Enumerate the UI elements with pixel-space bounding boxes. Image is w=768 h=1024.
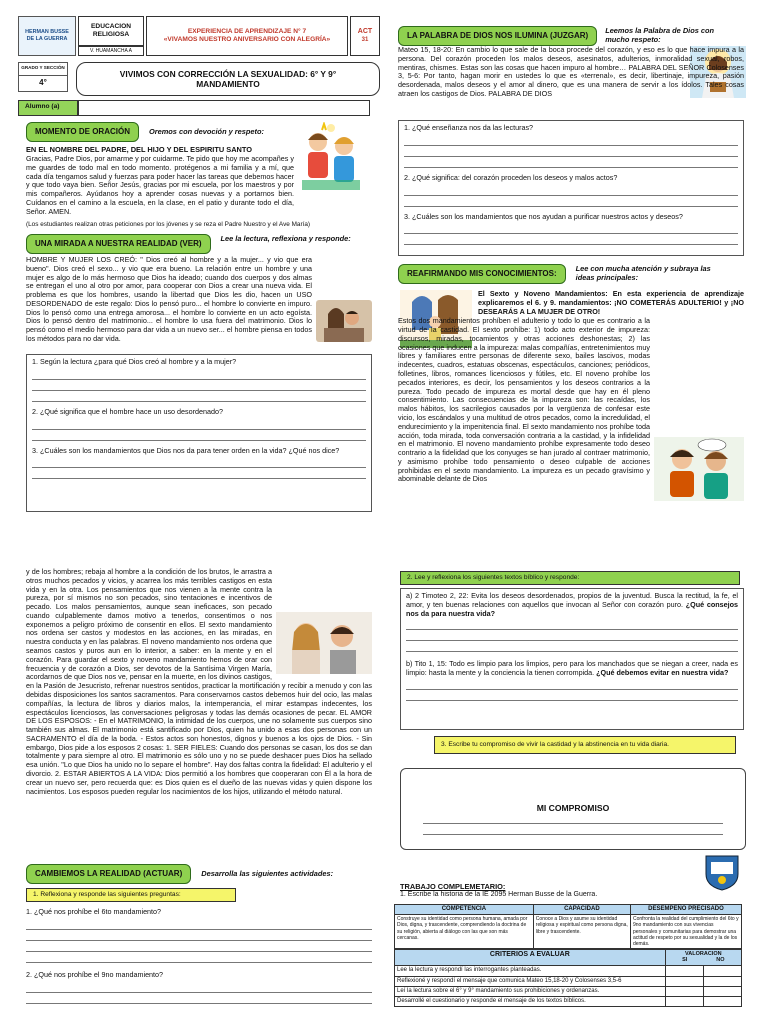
arguing-couple-image-icon xyxy=(276,612,372,674)
criteria-table xyxy=(394,949,742,1008)
area-label: EDUCACION RELIGIOSA xyxy=(91,22,131,38)
commitment-title: MI COMPROMISO xyxy=(536,803,610,813)
reality-text: HOMBRE Y MUJER LOS CREÓ: " Dios creó al hombre y a la mujer... y vio que era bueno". Dios creó el sexo... y vio que era bueno. La relación entre un hombre y una mujer es algo de lo más hermoso que Dios ha ideado; cuando dos cuerpos y dos almas se entregan el uno al otro por amor, para cooperar con Dios a crear una nueva vida. El problema es que los hombres, usando la libertad que Dios les dio, hacen un USO DESORDENADO de este regalo: Dios lo pensó puro... el hombre lo convierte en impuro. Dios lo pensó como una entrega amorosa... el hombre lo convierte en un acto egoísta. Dios lo pensó dentro del matrimonio... el hombre lo usa fuera del matrimonio. Dios lo pensó como el medio hermoso para dar vida a un nuevo ser... el hombre piensa en todos los métodos para no dar vida. xyxy=(26,255,312,344)
school-crest-icon xyxy=(702,852,742,892)
criteria-header: CRITERIOS A EVALUAR xyxy=(395,949,666,965)
student-row xyxy=(18,100,370,116)
reaffirm-heading: REAFIRMANDO MIS CONOCIMIENTOS: xyxy=(398,264,566,284)
activity-1-box xyxy=(26,888,236,902)
reality-heading: UNA MIRADA A NUESTRA REALIDAD (VER) xyxy=(26,234,211,254)
word-heading: LA PALABRA DE DIOS NOS ILUMINA (JUZGAR) xyxy=(398,26,597,46)
continued-text: y de los hombres; rebaja al hombre a la condición de los brutos, le arrastra a otros muchos pecados y vicios, y acarrea los más terribles castigos en esta vida y en la otra. Los pensamientos que nos vienen a la mente contra la pureza, por sí mismos no son pecados, sino tentaciones e incentivos de pecado. Los malos pensamientos, aunque sean ineficaces, son pecado cuando culpablemente damos motivo a tenerlos, consentimos o nos exponemos a peligro próximo de consentir en ellos. El sexto mandamiento nos ordena ser castos y modestos en las acciones, en las miradas, en nuestra conducta y en las palabras. El noveno mandamiento nos ordena que seamos castos y puros aun en lo interior, a saber: en la mente y en el corazón. Para guardar el sexto y noveno mandamiento hemos de orar con frecuencia y de corazón a Dios, ser devotos de la Santísima Virgen María, acordarnos de que Dios nos ve, pensar en la muerte, en los divinos castigos, en la Pasión de Jesucristo, refrenar nuestros sentidos, practicar la mortificación y recibir a menudo y con las debidas disposiciones los santos sacramentos. Para conservarnos castos debemos huir del ocio, las malas compañías, la lectura de libros y diarios malos, la intemperancia, el mirar estampas indecentes, los espectáculos licenciosos, las conversaciones peligrosas y todas las demás ocasiones de pecar. EL AMOR DE LOS ESPOSOS: - En el MATRIMONIO, la intimidad de los cuerpos, une no solamente sus cuerpos sino también sus almas. El matrimonio está santificado por Dios, quien ha unido a esas dos personas con un SACRAMENTO el día de la boda. - Estos actos son honestos, dignos y buenos a los ojos de Dios. - Sin embargo, Dios pide a los esposos 2 cosas: 1. SER FIELES: Cuando dos personas se casan, los dos se dan totalmente y para siempre al otro. El matrimonio es sólo uno y no se puede deshacer pues Dios ha sellado esa unión. "Lo que Dios ha unido no lo separe el hombre". Hay dos faltas contra la fidelidad: El adulterio y el divorcio. 2. ESTAR ABIERTOS A LA VIDA: Dios permitió a los hombres que cooperaran con Él a la hora de crear un nuevo ser, pero recuerda que: es Dios quien es el dueño de las nuevas vidas y quien dispone los nacimientos. Los esposos pueden regular los nacimientos de los hijos, utilizando el método natural. xyxy=(26,567,372,796)
text-a-body: a) 2 Timoteo 2, 22: Evita los deseos desordenados, propios de la juventud. Busca la rectitud, la fe, el amor, y ten buenas relaciones con aquellos que invocan al Señor con corazón puro. xyxy=(406,591,738,609)
answer-line[interactable] xyxy=(26,993,372,1004)
commitment-line[interactable] xyxy=(423,813,723,824)
teacher-cell xyxy=(78,46,144,56)
reality-question-1: 1. Según la lectura ¿para qué Dios creó al hombre y a la mujer? xyxy=(32,357,237,366)
student-label-text: Alumno (a) xyxy=(25,103,60,110)
answer-line[interactable] xyxy=(404,135,738,146)
answer-line[interactable] xyxy=(32,457,366,468)
text-a-question: ¿Qué consejos nos da para nuestra vida? xyxy=(406,599,739,618)
no-checkbox[interactable] xyxy=(703,997,741,1007)
change-questions xyxy=(26,908,372,1004)
answer-line[interactable] xyxy=(404,157,738,168)
reaffirm-title: El Sexto y Noveno Mandamientos: En esta experiencia de aprendizaje explicaremos el 6. y 9. mandamientos: ¡NO COMETERÁS ADULTERIO! y ¡NO DESEARÁS A LA MUJER DE OTRO! xyxy=(478,289,744,316)
student-name-field[interactable] xyxy=(78,100,370,116)
header-competency: COMPETENCIA xyxy=(395,905,534,915)
activity-3-text: 3. Escribe tu compromiso de vivir la castidad y la abstinencia en tu vida diaria. xyxy=(434,736,736,754)
teacher-name: V. HUAMANCHA A xyxy=(89,47,133,54)
capacity-cell: Conoce a Dios y asume su identidad religiosa y espiritual como persona digna, libre y trascendente. xyxy=(533,915,630,948)
reality-body xyxy=(26,256,372,345)
change-heading: CAMBIEMOS LA REALIDAD (ACTUAR) xyxy=(26,864,191,884)
commitment-line[interactable] xyxy=(423,824,723,835)
couple-photo xyxy=(316,300,372,342)
answer-line[interactable] xyxy=(32,468,366,479)
answer-line[interactable] xyxy=(406,641,738,652)
experience-cell xyxy=(146,16,348,56)
answer-line[interactable] xyxy=(26,919,372,930)
competency-cell: Construye su identidad como persona humana, amada por Dios, digna, y trascendente, comprendiendo la doctrina de su religión, abierta al diálogo con las que son más cercanas. xyxy=(395,915,534,948)
answer-line[interactable] xyxy=(404,234,738,245)
text-a xyxy=(406,592,738,618)
answer-line[interactable] xyxy=(406,619,738,630)
page-title xyxy=(76,62,380,96)
text-b-question: ¿Qué debemos evitar en nuestra vida? xyxy=(596,668,729,678)
activity-2-text: 2. Lee y reflexiona los siguientes textos bíblico y responde: xyxy=(400,571,740,585)
change-question-1: 1. ¿Qué nos prohíbe el 6to mandamiento? xyxy=(26,907,162,916)
criteria-row: Leí la lectura sobre el 6° y 9° mandamiento sus prohibiciones y ordenanzas. xyxy=(395,986,666,996)
prayer-heading: MOMENTO DE ORACIÓN xyxy=(26,122,139,142)
competency-table xyxy=(394,904,742,949)
activity-1-label: 1. Reflexiona y responde las siguientes preguntas: xyxy=(26,888,236,902)
reaffirm-photo xyxy=(654,437,744,501)
performance-cell: Confronta la realidad del cumplimiento del 6to y 9no mandamiento con sus vivencias personales y comunitarias para demostrar una actitud de respeto por su sexualidad y la de los demás. xyxy=(630,915,741,948)
commitment-scroll xyxy=(400,768,746,850)
prayer-footnote-text: (Los estudiantes realizan otras peticiones por los jóvenes y se reza el Padre Nuestro y el Ave María) xyxy=(26,221,311,228)
couple-image-icon xyxy=(316,300,372,342)
yes-checkbox[interactable] xyxy=(665,997,703,1007)
header-performance: DESEMPEÑO PRECISADO xyxy=(630,905,741,915)
no-label: NO xyxy=(716,957,725,964)
prayer-title: EN EL NOMBRE DEL PADRE, DEL HIJO Y DEL ESPIRITU SANTO xyxy=(26,145,253,154)
reality-note: Lee la lectura, reflexiona y responde: xyxy=(220,234,351,243)
text-b xyxy=(406,660,738,678)
prayer-illustration xyxy=(296,122,366,196)
change-header xyxy=(26,864,372,884)
answer-line[interactable] xyxy=(32,419,366,430)
word-question-3: 3. ¿Cuáles son los mandamientos que nos ayudan a purificar nuestros actos y deseos? xyxy=(404,211,683,221)
argument-photo xyxy=(276,612,372,674)
answer-line[interactable] xyxy=(404,185,738,196)
area-cell xyxy=(78,16,144,46)
extra-text: 1. Escribe la historia de la IE 2095 Herman Busse de la Guerra. xyxy=(400,891,598,899)
word-section-header xyxy=(398,26,750,46)
continued-body xyxy=(26,568,372,797)
reality-question-2: 2. ¿Qué significa que el hombre hace un uso desordenado? xyxy=(32,406,223,416)
yes-checkbox[interactable] xyxy=(665,986,703,996)
school-logo xyxy=(18,16,76,56)
people-chatting-image-icon xyxy=(654,437,744,501)
word-text: Mateo 15, 18-20: En cambio lo que sale de la boca procede del corazón, y eso es lo que hace impura a la persona. Del corazón proceden los malos deseos, asesinatos, adulterios, inmoralidad sexual, robos, mentiras, chismes. Estas son las cosas que hacen impuro al hombre… PALABRA DEL SEÑOR Colosenses 3, 5-6: Por tanto, hagan morir en ustedes lo que es «terrenal», es decir, libertinaje, impureza, pasión desordenada, malos deseos y el amor al dinero, que es una manera de servir a los ídolos. Tales cosas atraen los castigos de Dios. PALABRA DE DIOS xyxy=(398,45,744,98)
experience-label: EXPERIENCIA DE APRENDIZAJE N° 7 xyxy=(187,27,307,35)
praying-children-icon xyxy=(296,122,366,196)
yes-checkbox[interactable] xyxy=(665,966,703,976)
reaffirm-body xyxy=(398,290,744,501)
answer-line[interactable] xyxy=(404,196,738,207)
school-logo-text: HERMAN BUSSE DE LA GUERRA xyxy=(25,29,69,42)
prayer-footnote xyxy=(26,221,372,230)
change-question-2: 2. ¿Qué nos prohíbe el 9no mandamiento? xyxy=(26,969,164,979)
extra-work xyxy=(400,882,700,900)
yes-checkbox[interactable] xyxy=(665,976,703,986)
criteria-row: Lee la lectura y respondí las interrogantes planteadas. xyxy=(395,966,666,976)
grade-value: 4° xyxy=(19,75,67,88)
criteria-row: Desarrollé el cuestionario y responde el mensaje de los textos bíblicos. xyxy=(395,997,666,1007)
answer-line[interactable] xyxy=(32,430,366,441)
answer-line[interactable] xyxy=(406,630,738,641)
change-note: Desarrolla las siguientes actividades: xyxy=(201,869,334,879)
act-label: ACT xyxy=(357,28,373,36)
word-questions-box xyxy=(398,120,744,256)
header-capacity: CAPACIDAD xyxy=(533,905,630,915)
prayer-text: Gracias, Padre Dios, por amarme y por cuidarme. Te pido que hoy me acompañes y me guardes de todo mal en todo momento. protégenos a mi familia y a mí, que cada día tengamos salud y fuerzas para poder hacer las tareas que debemos hacer y que todo vaya bien. Señor Jesús, gracias por mi escuela, por los maestros y por mis compañeros. Ayúdanos hoy a aprender cosas nuevas y a portarnos bien. Cuídanos en el camino a la escuela, en la clase, en el patio y durante todo el día, Señor. AMEN. xyxy=(26,154,294,216)
reaffirm-note: Lee con mucha atención y subraya las ideas principales: xyxy=(575,264,711,283)
student-label xyxy=(18,100,78,116)
answer-line[interactable] xyxy=(406,679,738,690)
answer-line[interactable] xyxy=(26,930,372,941)
bible-texts-box xyxy=(400,588,744,730)
word-note: Leemos la Palabra de Dios con mucho respeto: xyxy=(605,26,715,45)
no-checkbox[interactable] xyxy=(703,986,741,996)
word-question-2: 2. ¿Qué significa: del corazón proceden los deseos y malos actos? xyxy=(404,172,618,182)
evaluation-table xyxy=(394,904,742,1007)
word-body xyxy=(398,45,744,100)
answer-line[interactable] xyxy=(32,369,366,380)
answer-line[interactable] xyxy=(404,146,738,157)
answer-line[interactable] xyxy=(404,223,738,234)
header xyxy=(18,16,380,56)
prayer-note: Oremos con devoción y respeto: xyxy=(148,127,264,137)
school-crest xyxy=(702,852,742,892)
page-title-text: VIVIMOS CON CORRECCIÓN LA SEXUALIDAD: 6° Y 9° MANDAMIENTO xyxy=(119,68,337,89)
valuation-header xyxy=(665,949,741,965)
activity-3-label xyxy=(434,736,736,754)
answer-line[interactable] xyxy=(32,380,366,391)
reaffirm-text: Estos dos mandamientos prohíben el adulterio y todo lo que es contrario a la virtud de la castidad. El sexto prohíbe: 1) todo acto exterior de impureza: discursos, miradas, tocamientos y otras acciones deshonestas; 2) las ocasiones que inducen a la impureza: malas compañías, entretenimientos muy libres y familiares entre personas de diferente sexo, bailes lascivos, modas indecentes, cuadros, estatuas obscenas, espectáculos, canciones; periódicos, folletines, libros, romances licenciosos y fútiles, etc. El noveno prohíbe los pecados interiores, es decir, los pensamientos y los deseos contrarios a la pureza. Todo pecado de impureza es mortal desde que hay en él pleno consentimiento. Las consecuencias de la impureza son: las recaídas, los malos hábitos, los sacrilegios causados por la vergüenza de confesar este vicio, los escándalos y una multitud de otros pecados, como la incredulidad, el endurecimiento y la impenitencia final. El sexto mandamiento nos prohíbe toda acción, toda mirada, toda conversación contraria a la castidad, y la infidelidad en el matrimonio. El noveno mandamiento prohíbe expresamente todo deseo contrario a la fidelidad que los conyuges se han jurado al contraer matrimonio, y asimismo prohíbe todo pensamiento o deseo culpable de acciones prohibidas en el sexto mandamiento. La impureza es un pecado gravísimo y abominable delante de Dios xyxy=(398,316,650,484)
valuation-label: VALORACION xyxy=(685,950,722,957)
reality-questions-box xyxy=(26,354,372,512)
reality-question-3: 3. ¿Cuáles son los mandamientos que Dios nos da para tener orden en la vida? ¿Qué nos dice? xyxy=(32,445,340,455)
grade-label: GRADO Y SECCIÓN xyxy=(21,65,65,70)
prayer-body xyxy=(26,145,294,218)
answer-line[interactable] xyxy=(26,982,372,993)
extra-title: TRABAJO COMPLEMETARIO: xyxy=(400,882,506,891)
act-number: 31 xyxy=(361,36,369,43)
answer-line[interactable] xyxy=(406,690,738,701)
reality-section xyxy=(26,234,372,254)
answer-line[interactable] xyxy=(26,952,372,963)
criteria-row: Reflexioné y respondí el mensaje que comunica Mateo 15,18-20 y Colosenses 3,5-6 xyxy=(395,976,666,986)
act-cell xyxy=(350,16,380,56)
answer-line[interactable] xyxy=(26,941,372,952)
grade-box xyxy=(18,62,68,92)
no-checkbox[interactable] xyxy=(703,966,741,976)
yes-label: SI xyxy=(682,957,688,964)
answer-line[interactable] xyxy=(32,391,366,402)
no-checkbox[interactable] xyxy=(703,976,741,986)
reaffirm-header xyxy=(398,264,750,284)
text-b-body: b) Tito 1, 15: Todo es limpio para los limpios, pero para los manchados que se niegan a creer, nada es limpio: hasta la mente y la conciencia la tienen corrompida. xyxy=(406,659,738,678)
word-question-1: 1. ¿Qué enseñanza nos da las lecturas? xyxy=(404,123,534,132)
activity-2-label xyxy=(400,571,740,585)
experience-title: «VIVAMOS NUESTRO ANIVERSARIO CON ALEGRÍA» xyxy=(163,36,331,43)
